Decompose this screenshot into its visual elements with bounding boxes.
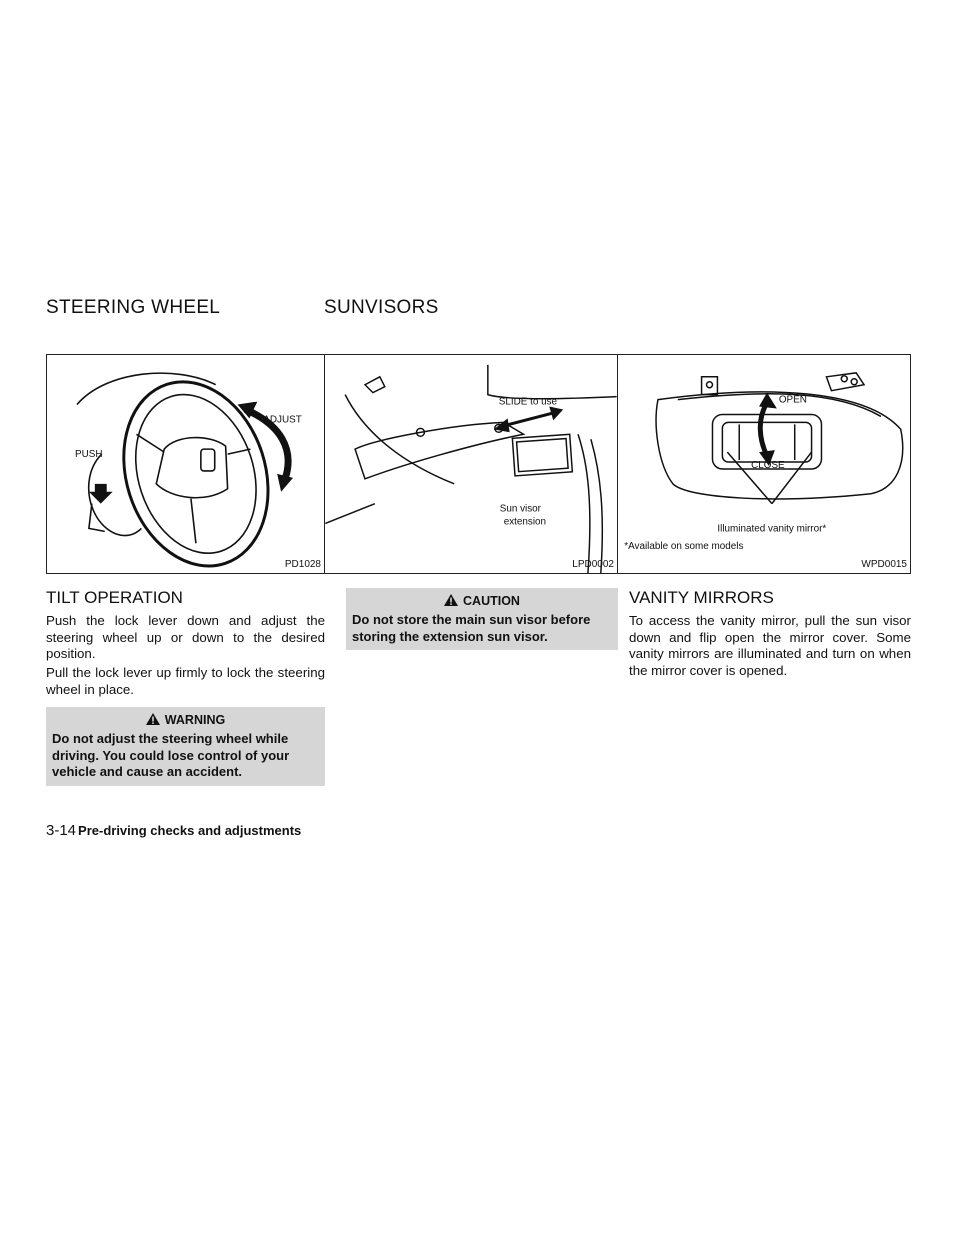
figure-vanity-mirror bbox=[617, 354, 911, 574]
page-footer bbox=[46, 822, 301, 839]
tilt-operation-heading: TILT OPERATION bbox=[46, 588, 183, 607]
warning-triangle-icon bbox=[146, 712, 160, 730]
section-heading-sunvisors: SUNVISORS bbox=[324, 297, 439, 318]
page-number: 3-14 bbox=[46, 822, 77, 839]
label-extension: extension bbox=[503, 516, 547, 528]
vanity-mirror-illustration bbox=[618, 355, 910, 573]
sun-visor-illustration bbox=[325, 355, 617, 573]
caution-box bbox=[346, 588, 618, 650]
caution-triangle-icon bbox=[444, 593, 458, 611]
figure-sun-visor bbox=[324, 354, 618, 574]
vanity-mirrors-heading: VANITY MIRRORS bbox=[629, 588, 774, 607]
caution-text: Do not store the main sun visor before storing the extension sun visor. bbox=[352, 612, 591, 644]
label-illuminated-vanity-mirror: Illuminated vanity mirror* bbox=[717, 523, 827, 535]
tilt-paragraph-2: Pull the lock lever up firmly to lock the steering wheel in place. bbox=[46, 665, 325, 697]
label-sun-visor: Sun visor bbox=[499, 503, 541, 515]
vanity-paragraph: To access the vanity mirror, pull the sun visor down and flip open the mirror cover. Some vanity mirrors are illuminated and turn on when the mirror cover is opened. bbox=[629, 613, 911, 678]
steering-wheel-illustration bbox=[47, 355, 324, 573]
label-slide-to-use: SLIDE to use bbox=[498, 396, 558, 408]
label-available-note: *Available on some models bbox=[624, 541, 744, 553]
figure-code: PD1028 bbox=[284, 559, 321, 570]
label-open: OPEN bbox=[778, 394, 807, 406]
warning-title: WARNING bbox=[164, 713, 226, 727]
tilt-paragraph-1: Push the lock lever down and adjust the steering wheel up or down to the desired position. bbox=[46, 613, 325, 661]
chapter-title: Pre-driving checks and adjustments bbox=[78, 823, 302, 838]
figure-code: WPD0015 bbox=[861, 559, 907, 570]
section-heading-steering-wheel: STEERING WHEEL bbox=[46, 297, 221, 318]
label-close: CLOSE bbox=[751, 459, 785, 471]
label-push: PUSH bbox=[75, 449, 103, 461]
label-adjust: ADJUST bbox=[263, 414, 302, 426]
figure-steering-wheel bbox=[46, 354, 325, 574]
figure-code: LPD0002 bbox=[572, 559, 614, 570]
warning-box bbox=[46, 707, 325, 786]
warning-text: Do not adjust the steering wheel while driving. You could lose control of your vehicle and cause an accident. bbox=[52, 731, 290, 779]
caution-title: CAUTION bbox=[463, 594, 520, 608]
